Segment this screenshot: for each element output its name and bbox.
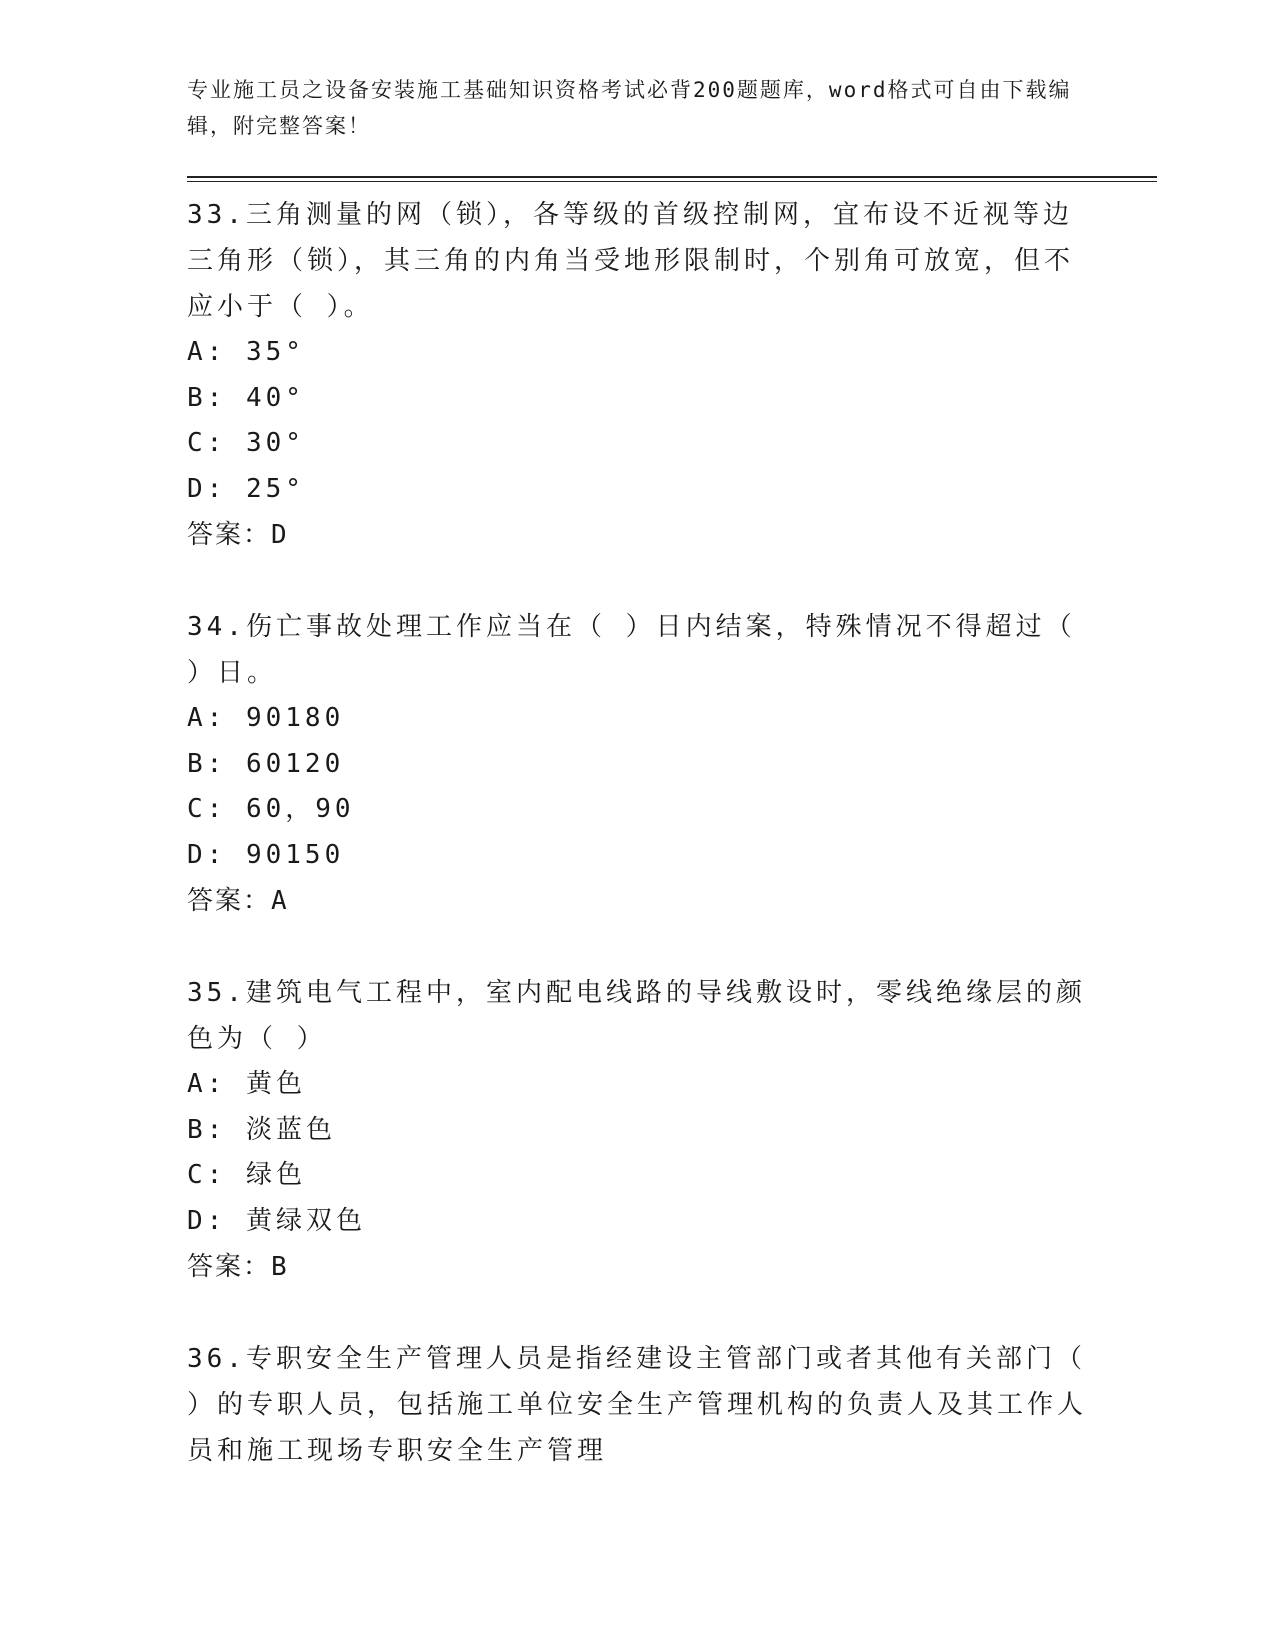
question-35 xyxy=(187,970,1157,1290)
option-d: D: 90150 xyxy=(187,839,345,870)
question-stem: 35.建筑电气工程中，室内配电线路的导线敷设时，零线绝缘层的颜色为（ ） xyxy=(187,978,1086,1054)
question-spacer xyxy=(187,1290,1157,1336)
question-list xyxy=(187,192,1157,1474)
question-stem: 36.专职安全生产管理人员是指经建设主管部门或者其他有关部门（ ）的专职人员，包括施工单位安全生产管理机构的负责人及其工作人员和施工现场专职安全生产管理 xyxy=(187,1344,1088,1466)
header-divider xyxy=(187,176,1157,182)
question-stem: 34.伤亡事故处理工作应当在（ ）日内结案，特殊情况不得超过（ ）日。 xyxy=(187,612,1076,688)
option-b: B: 60120 xyxy=(187,748,345,779)
option-c: C: 60，90 xyxy=(187,794,355,824)
option-c: C: 30° xyxy=(187,428,305,458)
option-b: B: 40° xyxy=(187,382,305,413)
question-spacer xyxy=(187,924,1157,970)
option-d: D: 25° xyxy=(187,473,305,504)
answer-line: 答案：B xyxy=(187,1252,289,1282)
option-a: A: 黄色 xyxy=(187,1069,306,1099)
question-stem: 33.三角测量的网（锁），各等级的首级控制网，宜布设不近视等边三角形（锁），其三角的内角当受地形限制时，个别角可放宽，但不应小于（ ）。 xyxy=(187,200,1075,322)
document-page xyxy=(187,72,1157,1474)
option-b: B: 淡蓝色 xyxy=(187,1114,336,1145)
question-33 xyxy=(187,192,1157,558)
option-c: C: 绿色 xyxy=(187,1160,306,1190)
question-36 xyxy=(187,1336,1157,1474)
question-spacer xyxy=(187,558,1157,604)
option-a: A: 90180 xyxy=(187,703,345,733)
answer-line: 答案：D xyxy=(187,520,289,550)
question-34 xyxy=(187,604,1157,924)
option-d: D: 黄绿双色 xyxy=(187,1205,366,1236)
document-header: 专业施工员之设备安装施工基础知识资格考试必背200题题库，word格式可自由下载编辑，附完整答案！ xyxy=(187,78,1072,138)
option-a: A: 35° xyxy=(187,337,305,367)
answer-line: 答案：A xyxy=(187,886,289,916)
